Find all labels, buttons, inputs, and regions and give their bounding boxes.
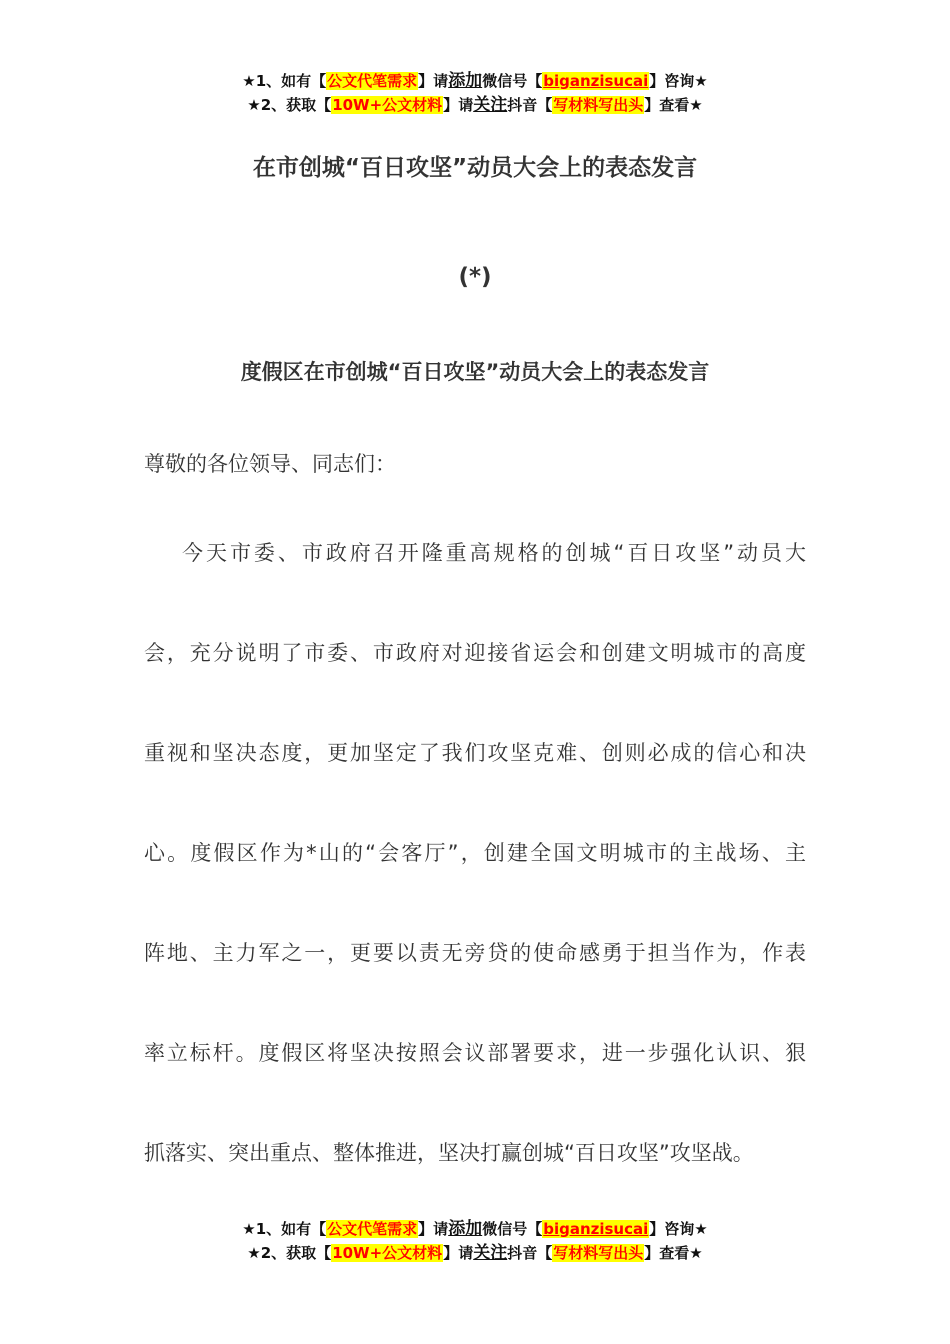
promo-banner-top bbox=[0, 69, 950, 117]
promo-text: 】请 bbox=[443, 1244, 474, 1262]
promo-douyin-id: 写材料写出头 bbox=[553, 1244, 644, 1262]
promo-emphasis: 关注 bbox=[473, 1243, 508, 1263]
promo-text: ★1、如有【 bbox=[242, 72, 327, 90]
promo-wechat-id: biganzisucai bbox=[543, 1220, 649, 1238]
document-title: 在市创城“百日攻坚”动员大会上的表态发言 bbox=[252, 155, 698, 181]
promo-text: 】请 bbox=[418, 1220, 449, 1238]
promo-emphasis: 添加 bbox=[448, 71, 483, 91]
promo-text: 抖音【 bbox=[507, 96, 553, 114]
promo-line-1 bbox=[0, 69, 950, 93]
promo-highlight: 公文代笔需求 bbox=[327, 72, 418, 90]
body-line: 阵地、主力军之一，更要以责无旁贷的使命感勇于担当作为，作表 bbox=[144, 941, 806, 965]
promo-highlight: 公文代笔需求 bbox=[327, 1220, 418, 1238]
greeting: 尊敬的各位领导、同志们： bbox=[144, 452, 396, 476]
promo-douyin-id: 写材料写出头 bbox=[553, 96, 644, 114]
body-paragraph bbox=[144, 537, 806, 1237]
promo-emphasis: 添加 bbox=[448, 1219, 483, 1239]
document-subtitle: 度假区在市创城“百日攻坚”动员大会上的表态发言 bbox=[240, 360, 710, 384]
body-line: 重视和坚决态度，更加坚定了我们攻坚克难、创则必成的信心和决 bbox=[144, 741, 806, 765]
promo-text: 】查看★ bbox=[644, 1244, 703, 1262]
promo-text: 】请 bbox=[418, 72, 449, 90]
promo-emphasis: 关注 bbox=[473, 95, 508, 115]
promo-highlight: 10W+公文材料 bbox=[332, 1244, 443, 1262]
promo-line-2 bbox=[0, 93, 950, 117]
body-line: 率立标杆。度假区将坚决按照会议部署要求，进一步强化认识、狠 bbox=[144, 1041, 806, 1065]
promo-line-1 bbox=[0, 1217, 950, 1241]
body-line: 抓落实、突出重点、整体推进，坚决打赢创城“百日攻坚”攻坚战。 bbox=[144, 1141, 754, 1165]
promo-line-2 bbox=[0, 1241, 950, 1265]
promo-text: ★2、获取【 bbox=[247, 96, 332, 114]
document-marker: (*) bbox=[458, 264, 492, 290]
body-line: 会，充分说明了市委、市政府对迎接省运会和创建文明城市的高度 bbox=[144, 641, 806, 665]
body-line: 心。度假区作为*山的“会客厅”，创建全国文明城市的主战场、主 bbox=[144, 841, 806, 865]
promo-text: 微信号【 bbox=[482, 1220, 543, 1238]
promo-wechat-id: biganzisucai bbox=[543, 72, 649, 90]
promo-text: ★1、如有【 bbox=[242, 1220, 327, 1238]
promo-text: 】咨询★ bbox=[649, 1220, 708, 1238]
promo-text: 】请 bbox=[443, 96, 474, 114]
promo-text: 微信号【 bbox=[482, 72, 543, 90]
body-line: 今天市委、市政府召开隆重高规格的创城“百日攻坚”动员大 bbox=[182, 541, 806, 565]
promo-text: 】查看★ bbox=[644, 96, 703, 114]
promo-text: 抖音【 bbox=[507, 1244, 553, 1262]
promo-highlight: 10W+公文材料 bbox=[332, 96, 443, 114]
promo-banner-bottom bbox=[0, 1217, 950, 1265]
promo-text: ★2、获取【 bbox=[247, 1244, 332, 1262]
promo-text: 】咨询★ bbox=[649, 72, 708, 90]
